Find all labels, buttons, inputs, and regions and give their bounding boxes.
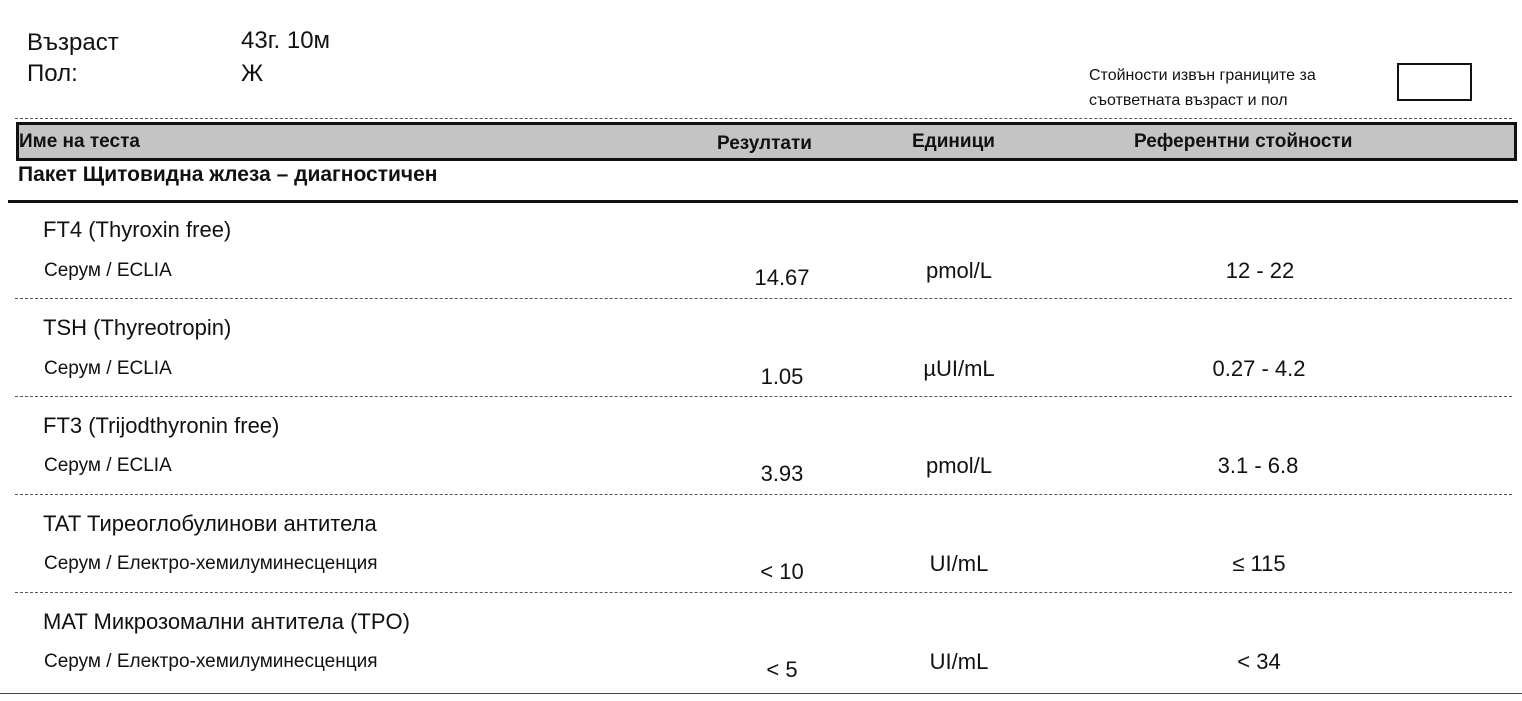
test-result: < 10: [760, 559, 804, 584]
legend-text-line1: Стойности извън границите за: [1089, 67, 1316, 84]
test-reference: 12 - 22: [1225, 258, 1295, 283]
panel-divider: [8, 200, 1518, 203]
bottom-rule: [0, 693, 1522, 694]
test-unit: pmol/L: [925, 258, 993, 283]
test-unit: UI/mL: [929, 649, 989, 674]
test-method: Серум / ECLIA: [44, 455, 172, 476]
test-method: Серум / ECLIA: [44, 260, 172, 281]
test-reference: < 34: [1237, 649, 1281, 674]
test-method: Серум / Електро-хемилуминесценция: [44, 553, 378, 574]
test-result: 14.67: [754, 265, 810, 290]
row-divider: [15, 592, 1512, 593]
column-header-test-name: Име на теста: [19, 131, 140, 152]
test-name: TAT Тиреоглобулинови антитела: [43, 511, 377, 536]
test-reference: 3.1 - 6.8: [1217, 453, 1299, 478]
row-divider: [15, 494, 1512, 495]
column-header-reference: Референтни стойности: [1134, 131, 1353, 152]
divider: [15, 118, 1512, 119]
age-label: Възраст: [27, 29, 119, 56]
age-value: 43г. 10м: [241, 27, 331, 54]
sex-label: Пол:: [27, 60, 78, 87]
test-reference: ≤ 115: [1232, 551, 1286, 576]
legend-text-line2: съответната възраст и пол: [1089, 92, 1288, 109]
column-header-units: Единици: [912, 131, 995, 152]
row-divider: [15, 298, 1512, 299]
test-result: 1.05: [760, 364, 804, 389]
test-unit: µUI/mL: [923, 356, 995, 381]
test-name: FT4 (Thyroxin free): [43, 217, 232, 242]
test-unit: pmol/L: [925, 453, 993, 478]
test-reference: 0.27 - 4.2: [1212, 356, 1306, 381]
panel-title: Пакет Щитовидна жлеза – диагностичен: [18, 163, 438, 186]
test-method: Серум / ECLIA: [44, 358, 172, 379]
test-result: < 5: [766, 657, 798, 682]
legend-swatch: [1397, 63, 1472, 101]
test-method: Серум / Електро-хемилуминесценция: [44, 651, 378, 672]
test-result: 3.93: [760, 461, 804, 486]
test-name: FT3 (Trijodthyronin free): [43, 413, 280, 438]
test-name: TSH (Thyreotropin): [43, 315, 232, 340]
row-divider: [15, 396, 1512, 397]
test-unit: UI/mL: [929, 551, 989, 576]
test-name: MAT Микрозомални антитела (TPO): [43, 609, 410, 634]
column-header-results: Резултати: [717, 133, 812, 154]
sex-value: Ж: [241, 60, 264, 87]
